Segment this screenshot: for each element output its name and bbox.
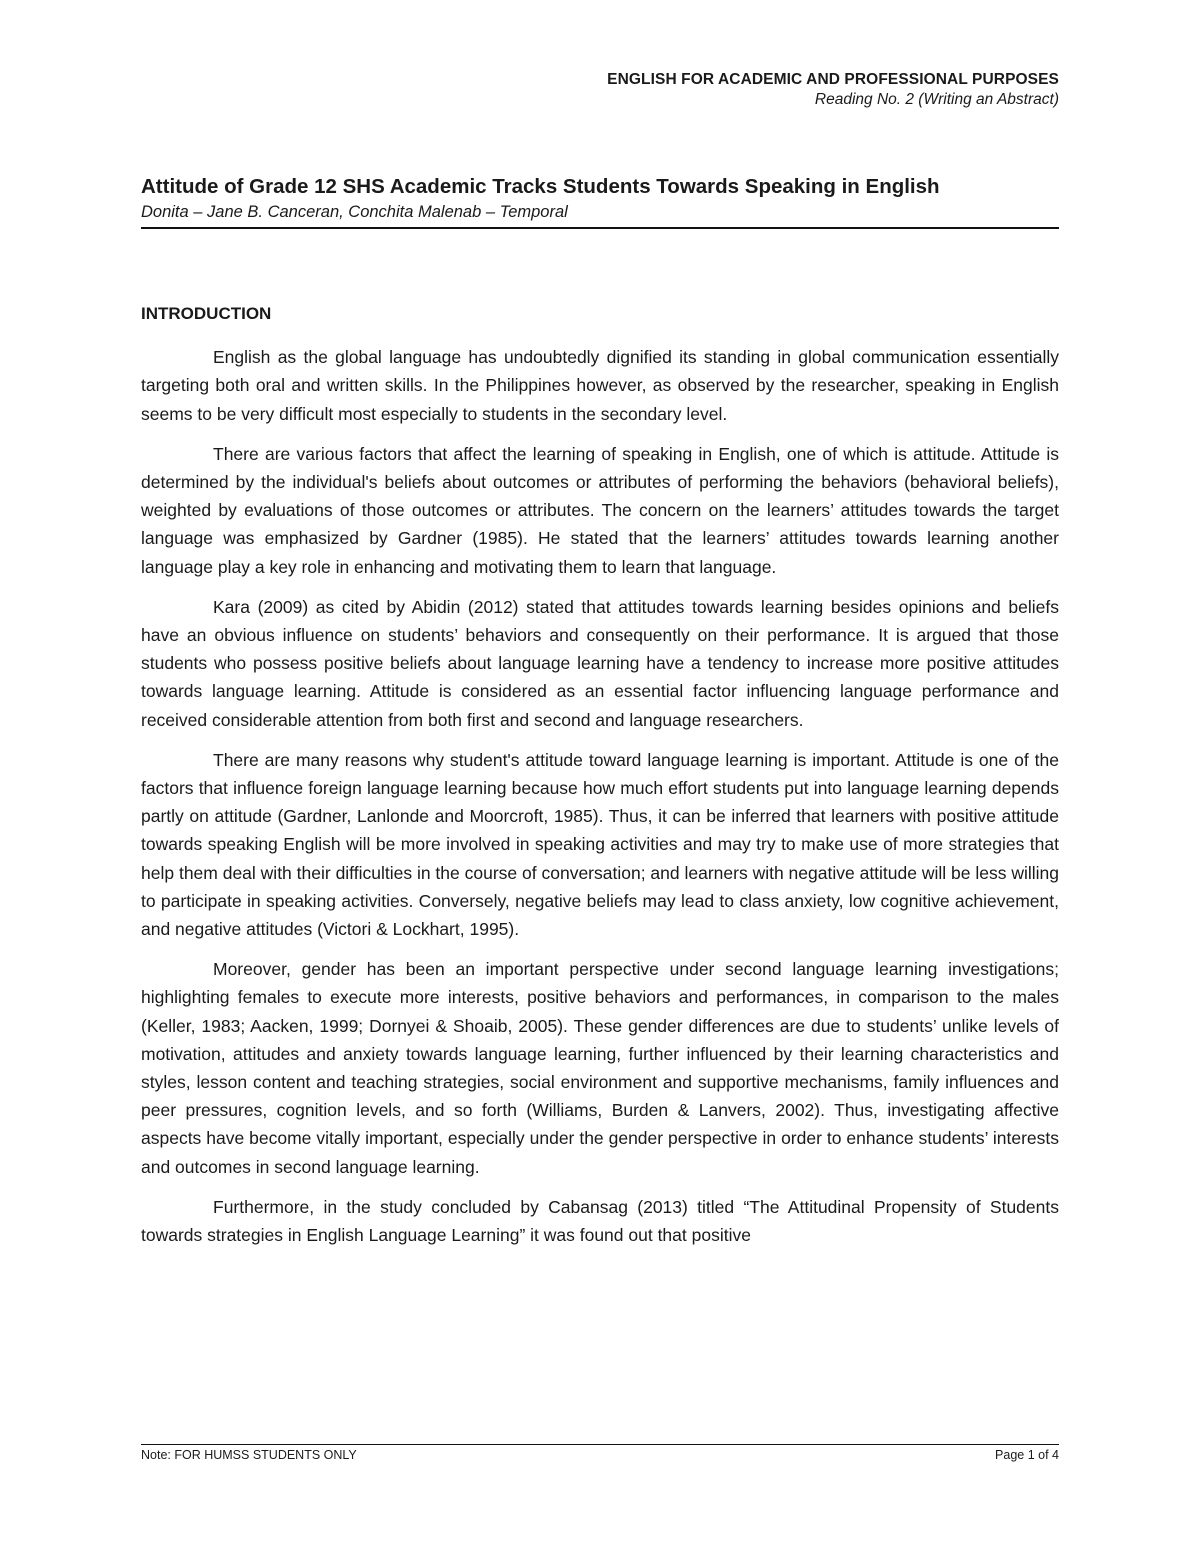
- article-title: Attitude of Grade 12 SHS Academic Tracks Students Towards Speaking in English: [141, 175, 940, 198]
- paragraph-6: Furthermore, in the study concluded by Cabansag (2013) titled “The Attitudinal Propensity of Students towards strategies in English Language Learning” it was found out that positive: [141, 1196, 1059, 1246]
- running-header: [607, 70, 1059, 111]
- paragraph-3: Kara (2009) as cited by Abidin (2012) stated that attitudes towards learning besides opinions and beliefs have an obvious influence on students’ behaviors and consequently on their performance. It is argued that those students who possess positive beliefs about language learning have a tendency to increase more positive attitudes towards language learning. Attitude is considered as an essential factor influencing language performance and received considerable attention from both first and second and language researchers.: [141, 596, 1059, 730]
- section-heading: INTRODUCTION: [141, 304, 272, 323]
- paragraph-4: There are many reasons why student's attitude toward language learning is important. Attitude is one of the factors that influence foreign language learning because how much effort students put into language learning depends partly on attitude (Gardner, Lanlonde and Moorcroft, 1985). Thus, it can be inferred that learners with positive attitude towards speaking English will be more involved in speaking activities and may try to make use of more strategies that help them deal with their difficulties in the course of conversation; and learners with negative attitude will be less willing to participate in speaking activities. Conversely, negative beliefs may lead to class anxiety, low cognitive achievement, and negative attitudes (Victori & Lockhart, 1995).: [141, 749, 1059, 940]
- paragraph-1: English as the global language has undoubtedly dignified its standing in global communication essentially targeting both oral and written skills. In the Philippines however, as observed by the researcher, speaking in English seems to be very difficult most especially to students in the secondary level.: [141, 347, 1059, 424]
- article-body: [141, 300, 1059, 1261]
- course-title: ENGLISH FOR ACADEMIC AND PROFESSIONAL PURPOSES: [607, 71, 1059, 88]
- paragraph-2: There are various factors that affect the learning of speaking in English, one of which is attitude. Attitude is determined by the individual's beliefs about outcomes or attributes of performing the behaviors (behavioral beliefs), weighted by evaluations of those outcomes or attributes. The concern on the learners’ attitudes towards the target language was emphasized by Gardner (1985). He stated that the learners’ attitudes towards learning another language play a key role in enhancing and motivating them to learn that language.: [141, 443, 1059, 577]
- article-title-block: [141, 174, 1059, 229]
- page-number: Page 1 of 4: [995, 1448, 1059, 1462]
- footer-note: Note: FOR HUMSS STUDENTS ONLY: [141, 1448, 357, 1462]
- paragraph-5: Moreover, gender has been an important perspective under second language learning investigations; highlighting females to execute more interests, positive behaviors and performances, in comparison to the males (Keller, 1983; Aacken, 1999; Dornyei & Shoaib, 2005). These gender differences are due to students’ unlike levels of motivation, attitudes and anxiety towards language learning, further influenced by their learning characteristics and styles, lesson content and teaching strategies, social environment and supportive mechanisms, family influences and peer pressures, cognition levels, and so forth (Williams, Burden & Lanvers, 2002). Thus, investigating affective aspects have become vitally important, especially under the gender perspective in order to enhance students’ interests and outcomes in second language learning.: [141, 959, 1059, 1177]
- running-footer: [141, 1444, 1059, 1462]
- reading-label: Reading No. 2 (Writing an Abstract): [814, 91, 1059, 109]
- article-authors: Donita – Jane B. Canceran, Conchita Malenab – Temporal: [141, 202, 568, 221]
